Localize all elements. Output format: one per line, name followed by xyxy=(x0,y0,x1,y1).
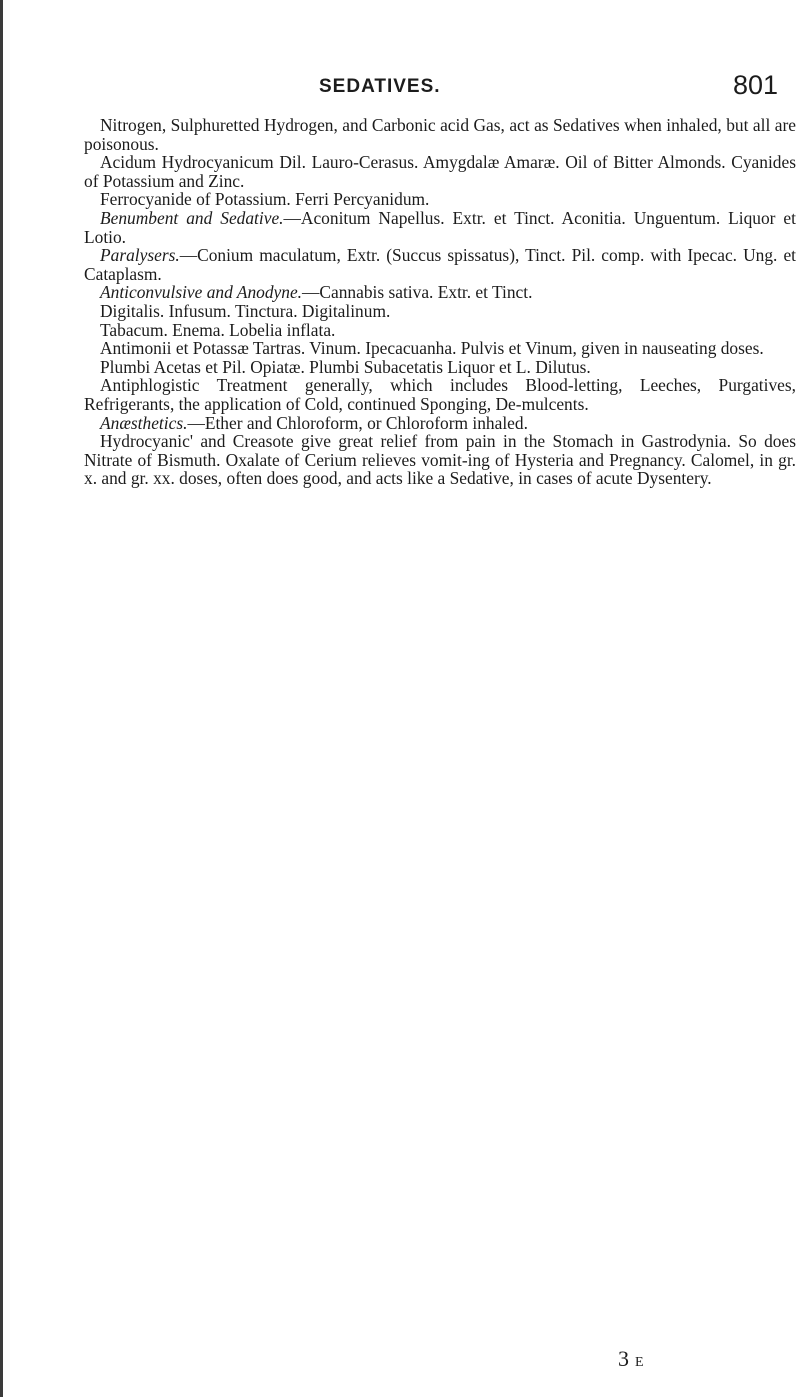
paragraph-lead: Anticonvulsive and Anodyne. xyxy=(100,282,303,303)
paragraph-text: —Ether and Chloroform, or Chloroform inhaled. xyxy=(187,412,528,433)
paragraph xyxy=(84,190,796,209)
paragraph xyxy=(84,209,796,246)
paragraph xyxy=(84,358,796,377)
paragraph-text: Digitalis. Infusum. Tinctura. Digitalinum. xyxy=(100,300,391,321)
paragraph-text: Antiphlogistic Treatment generally, which includes Blood-letting, Leeches, Purgatives, Refrigerants, the application of Cold, continued Sponging, De-mulcents. xyxy=(84,375,796,414)
paragraph-text: —Conium maculatum, Extr. (Succus spissatus), Tinct. Pil. comp. with Ipecac. Ung. et Cataplasm. xyxy=(84,245,796,284)
paragraph-text: Hydrocyanic' and Creasote give great relief from pain in the Stomach in Gastrodynia. So does Nitrate of Bismuth. Oxalate of Cerium relieves vomit-ing of Hysteria and Pregnancy. Calomel, in gr. x. and gr. xx. doses, often does good, and acts like a Sedative, in cases of acute Dysentery. xyxy=(84,431,796,489)
paragraph xyxy=(84,339,796,358)
paragraph xyxy=(84,116,796,153)
paragraph-text: Nitrogen, Sulphuretted Hydrogen, and Carbonic acid Gas, act as Sedatives when inhaled, but all are poisonous. xyxy=(84,115,796,154)
page-edge xyxy=(0,0,3,1397)
paragraph-text: Tabacum. Enema. Lobelia inflata. xyxy=(100,319,336,340)
paragraph-lead: Anæsthetics. xyxy=(100,412,188,433)
paragraph-text: Antimonii et Potassæ Tartras. Vinum. Ipecacuanha. Pulvis et Vinum, given in nauseating doses. xyxy=(100,338,764,359)
paragraph xyxy=(84,414,796,433)
paragraph-text: Plumbi Acetas et Pil. Opiatæ. Plumbi Subacetatis Liquor et L. Dilutus. xyxy=(100,356,591,377)
paragraph-text: —Cannabis sativa. Extr. et Tinct. xyxy=(302,282,533,303)
paragraph-text: —Aconitum Napellus. Extr. et Tinct. Aconitia. Unguentum. Liquor et Lotio. xyxy=(84,207,796,247)
signature-letter: E xyxy=(635,1355,646,1370)
body-text xyxy=(84,116,796,488)
paragraph xyxy=(84,376,796,413)
signature-number: 3 xyxy=(618,1346,631,1371)
running-head: SEDATIVES. xyxy=(319,76,441,97)
printer-signature-mark xyxy=(618,1346,646,1372)
paragraph xyxy=(84,153,796,190)
paragraph xyxy=(84,432,796,488)
page-header xyxy=(84,72,778,106)
page-number: 801 xyxy=(732,70,778,100)
paragraph xyxy=(84,302,796,321)
paragraph xyxy=(84,283,796,302)
paragraph-lead: Paralysers. xyxy=(100,245,180,266)
paragraph-lead: Benumbent and Sedative. xyxy=(100,207,284,228)
paragraph-text: Acidum Hydrocyanicum Dil. Lauro-Cerasus. Amygdalæ Amaræ. Oil of Bitter Almonds. Cyanides of Potassium and Zinc. xyxy=(84,152,796,191)
paragraph xyxy=(84,321,796,340)
paragraph-text: Ferrocyanide of Potassium. Ferri Percyanidum. xyxy=(100,189,430,210)
paragraph xyxy=(84,246,796,283)
